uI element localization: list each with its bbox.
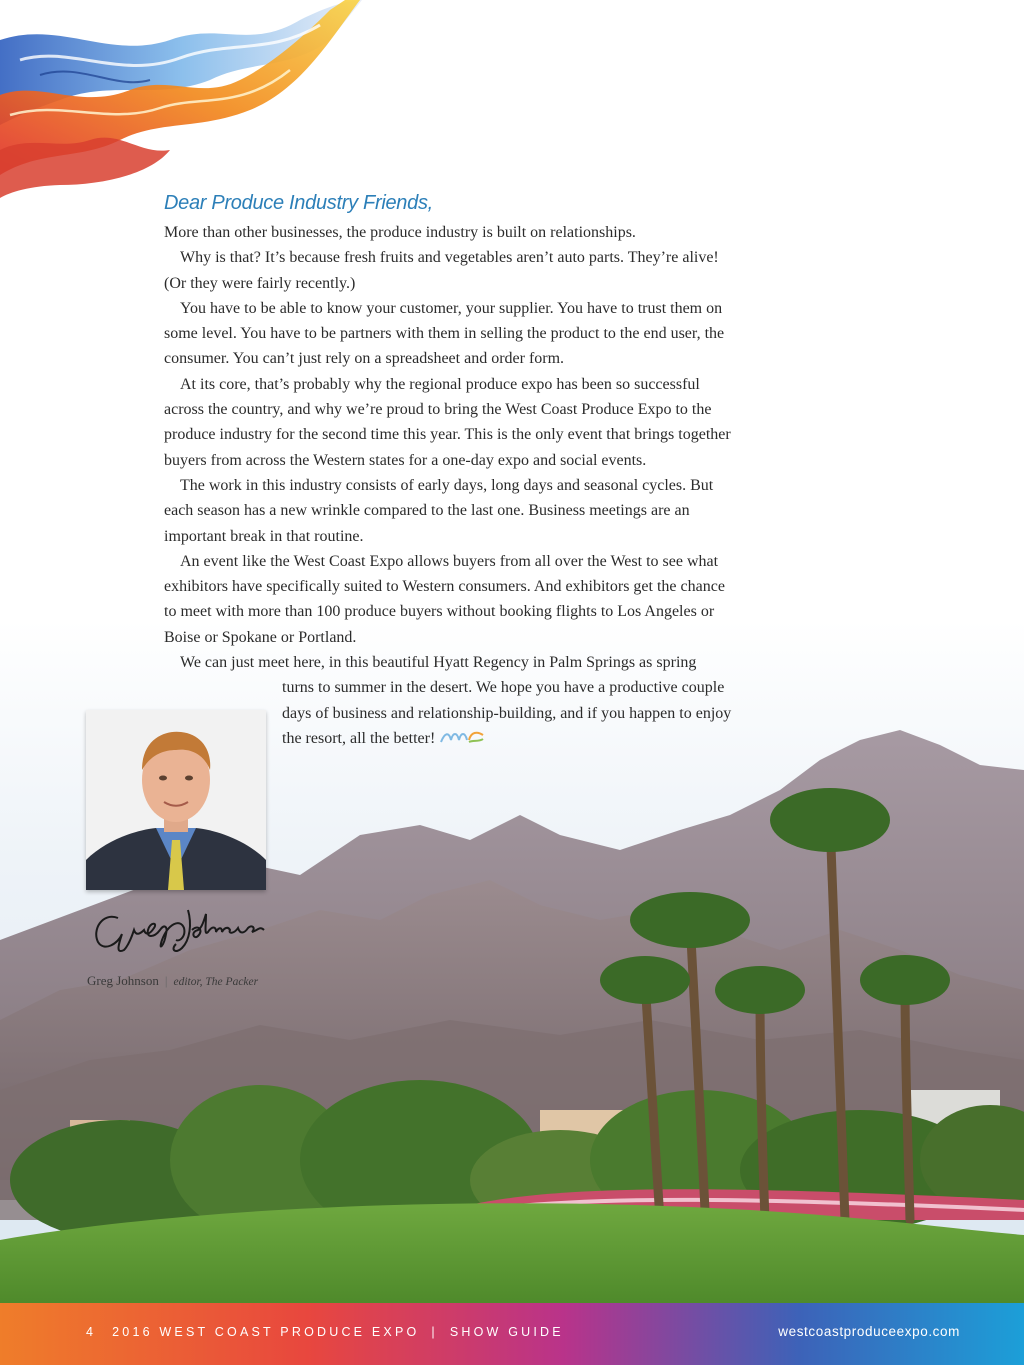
footer-website-link[interactable]: westcoastproduceexpo.com bbox=[778, 1324, 960, 1339]
publication-name: 2016 WEST COAST PRODUCE EXPO bbox=[112, 1325, 420, 1339]
flame-swirl-graphic bbox=[0, 0, 380, 200]
page-footer bbox=[0, 1303, 1024, 1365]
author-signature bbox=[88, 900, 278, 960]
letter-closing-paragraph bbox=[282, 675, 734, 754]
author-name: Greg Johnson bbox=[87, 973, 159, 988]
letter-paragraph: Why is that? It’s because fresh fruits and vegetables aren’t auto parts. They’re alive! (Or they were fairly recently.) bbox=[164, 249, 719, 292]
letter-paragraph: You have to be able to know your customer, your supplier. You have to trust them on some level. You have to be partners with them in selling the product to the end user, the consumer. You can’t just rely on a spreadsheet and order form. bbox=[164, 299, 725, 368]
letter-paragraph: At its core, that’s probably why the regional produce expo has been so successful across the country, and why we’re proud to bring the West Coast Produce Expo to the produce industry for the second time this year. This is the only event that brings together buyers from across the Western states for a one-day expo and social events. bbox=[164, 375, 731, 469]
letter-paragraph: We can just meet here, in this beautiful Hyatt Regency in Palm Springs as spring bbox=[180, 654, 697, 672]
letter-paragraph: More than other businesses, the produce industry is built on relationships. bbox=[164, 224, 636, 241]
section-name: SHOW GUIDE bbox=[449, 1325, 564, 1339]
letter-paragraph: The work in this industry consists of early days, long days and seasonal cycles. But each season has a new wrinkle compared to the last one. Business meetings are an important break in that routine. bbox=[164, 476, 714, 545]
letter-paragraph: An event like the West Coast Expo allows buyers from all over the West to see what exhibitors have specifically suited to Western consumers. And exhibitors get the chance to meet with more than 100 produce buyers without booking flights to Los Angeles or Boise or Spokane or Portland. bbox=[164, 552, 725, 646]
author-byline bbox=[87, 973, 258, 989]
letter-greeting: Dear Produce Industry Friends, bbox=[164, 192, 433, 214]
letter-body bbox=[164, 220, 734, 754]
letter-closing-text: turns to summer in the desert. We hope you have a productive couple days of business and relationship-building, and if you happen to enjoy the resort, all the better! bbox=[282, 679, 732, 747]
footer-folio bbox=[86, 1325, 564, 1339]
wcpe-logo-mark-icon bbox=[439, 729, 485, 754]
author-portrait bbox=[86, 710, 266, 890]
footer-separator: | bbox=[431, 1325, 438, 1339]
byline-separator: | bbox=[164, 973, 168, 988]
author-role: editor, The Packer bbox=[173, 976, 259, 988]
page-number: 4 bbox=[86, 1325, 97, 1339]
